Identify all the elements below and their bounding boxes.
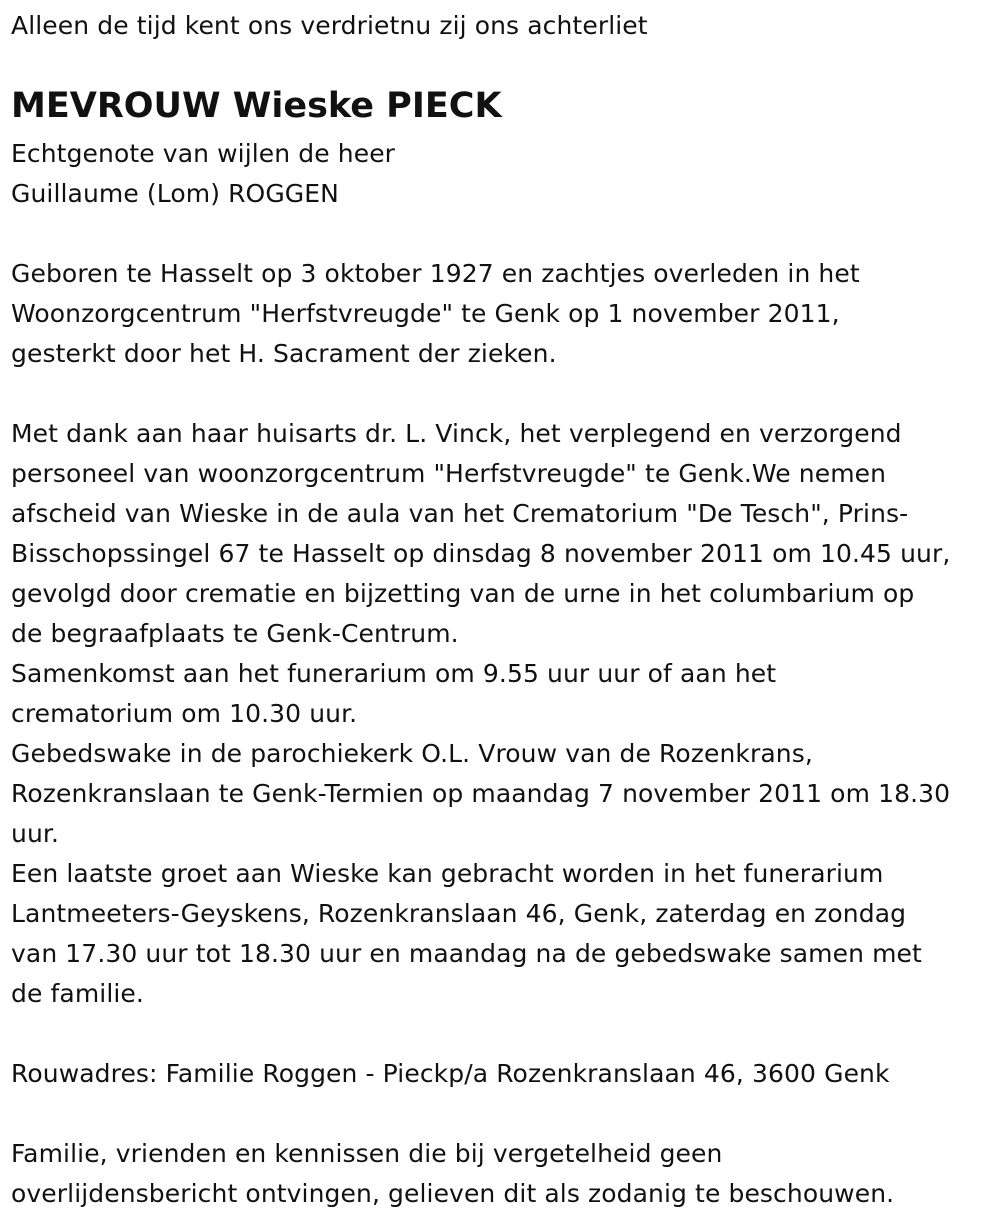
detail-line: afscheid van Wieske in de aula van het Crematorium "De Tesch", Prins- bbox=[11, 499, 909, 528]
birth-line: Geboren te Hasselt op 3 oktober 1927 en zachtjes overleden in het bbox=[11, 259, 860, 288]
intro-quote: Alleen de tijd kent ons verdrietnu zij ons achterliet bbox=[11, 11, 648, 40]
mourning-address-block bbox=[11, 1054, 890, 1094]
detail-line: Rozenkranslaan te Genk-Termien op maandag 7 november 2011 om 18.30 bbox=[11, 779, 951, 808]
deceased-name: MEVROUW Wieske PIECK bbox=[11, 86, 502, 126]
relation-block bbox=[11, 134, 395, 214]
detail-line: Lantmeeters-Geyskens, Rozenkranslaan 46, Genk, zaterdag en zondag bbox=[11, 899, 907, 928]
detail-line: de familie. bbox=[11, 979, 144, 1008]
detail-line: personeel van woonzorgcentrum "Herfstvreugde" te Genk.We nemen bbox=[11, 459, 887, 488]
birth-line: gesterkt door het H. Sacrament der zieken. bbox=[11, 339, 557, 368]
detail-line: gevolgd door crematie en bijzetting van de urne in het columbarium op bbox=[11, 579, 915, 608]
birth-line: Woonzorgcentrum "Herfstvreugde" te Genk op 1 november 2011, bbox=[11, 299, 840, 328]
closing-line: overlijdensbericht ontvingen, gelieven dit als zodanig te beschouwen. bbox=[11, 1179, 895, 1208]
closing-line: Familie, vrienden en kennissen die bij vergetelheid geen bbox=[11, 1139, 723, 1168]
ceremony-details-block bbox=[11, 414, 950, 1014]
detail-line: crematorium om 10.30 uur. bbox=[11, 699, 358, 728]
birth-and-death-block bbox=[11, 254, 860, 374]
detail-line: de begraafplaats te Genk-Centrum. bbox=[11, 619, 459, 648]
detail-line: Met dank aan haar huisarts dr. L. Vinck, het verplegend en verzorgend bbox=[11, 419, 902, 448]
closing-block bbox=[11, 1134, 894, 1214]
detail-line: Bisschopssingel 67 te Hasselt op dinsdag 8 november 2011 om 10.45 uur, bbox=[11, 539, 951, 568]
relation-line: Echtgenote van wijlen de heer bbox=[11, 139, 396, 168]
detail-line: Een laatste groet aan Wieske kan gebracht worden in het funerarium bbox=[11, 859, 884, 888]
detail-line: uur. bbox=[11, 819, 60, 848]
detail-line: van 17.30 uur tot 18.30 uur en maandag na de gebedswake samen met bbox=[11, 939, 922, 968]
mourning-address: Rouwadres: Familie Roggen - Pieckp/a Rozenkranslaan 46, 3600 Genk bbox=[11, 1059, 890, 1088]
relation-line: Guillaume (Lom) ROGGEN bbox=[11, 179, 339, 208]
detail-line: Gebedswake in de parochiekerk O.L. Vrouw van de Rozenkrans, bbox=[11, 739, 813, 768]
detail-line: Samenkomst aan het funerarium om 9.55 uur uur of aan het bbox=[11, 659, 777, 688]
